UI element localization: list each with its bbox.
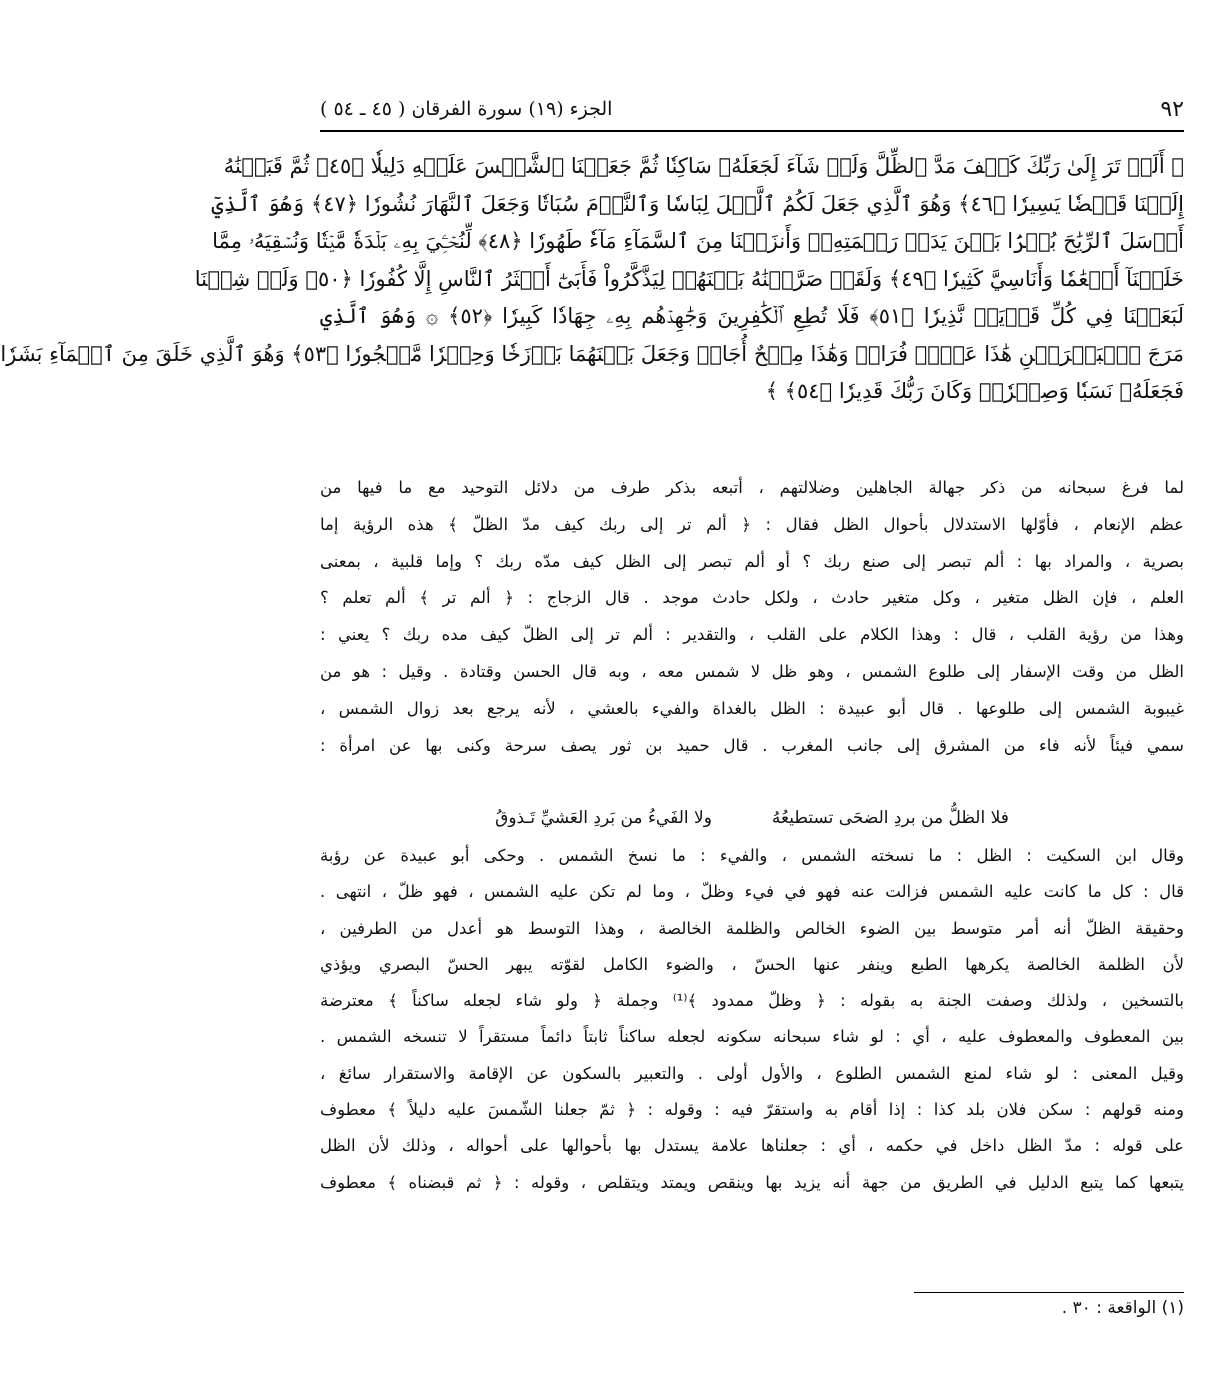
commentary-line: وهذا من رؤية القلب ، قال : وهذا الكلام على القلب ، والتقدير : ألم تر إلى الظلّ كيف مده ربك ؟ يعني : (320, 625, 1184, 645)
page-number: ٩٢ (1160, 96, 1184, 122)
poem-first-hemistich: فلا الظلُّ من بردِ الضحَى تستطيعُهُ (771, 808, 1009, 828)
running-title: الجزء (١٩) سورة الفرقان ( ٤٥ ـ ٥٤ ) (320, 98, 613, 120)
header-rule (320, 130, 1184, 132)
page-header (320, 92, 1184, 126)
commentary-line: يتبعها كما يتبع الدليل في الطريق من جهة أنه يزيد بها وينقص ويمتد ويتقلص ، وقوله : ﴿ ثم قبضناه ﴾ معطوف (320, 1172, 1184, 1192)
quran-line: لَبَعَثۡنَا فِي كُلِّ قَرۡيَةٖ نَّذِيرٗا ﴿٥١﴾ فَلَا تُطِعِ ٱلۡكَٰفِرِينَ وَجَٰهِدۡهُم بِهِۦ جِهَادٗا كَبِيرٗا ﴿٥٢﴾ ۞ وَهُوَ ٱلَّذِي (320, 304, 1184, 328)
quran-line: خَلَقۡنَآ أَنۡعَٰمٗا وَأَنَاسِيَّ كَثِيرٗا ﴿٤٩﴾ وَلَقَدۡ صَرَّفۡنَٰهُ بَيۡنَهُمۡ لِيَذَّكَّرُواْ فَأَبَىٰٓ أَكۡثَرُ ٱلنَّاسِ إِلَّا كُفُورٗا ﴿٥٠﴾ وَلَوۡ شِئۡنَا (194, 266, 1184, 291)
poem-second-hemistich: ولا الفَيءُ من بَردِ العَشيِّ تَـذوقُ (495, 808, 712, 828)
commentary-line: بين المعطوف والمعطوف عليه ، أي : لو شاء سبحانه سكونه لجعله ساكناً ثابتاً دائماً مستقراً لا تنسخه الشمس . (320, 1027, 1184, 1047)
footnote: (١) الواقعة : ٣٠ . (1061, 1298, 1184, 1318)
footnote-rule (914, 1292, 1184, 1293)
quran-line: أَرۡسَلَ ٱلرِّيَٰحَ بُشۡرَۢا بَيۡنَ يَدَيۡ رَحۡمَتِهِۦۚ وَأَنزَلۡنَا مِنَ ٱلسَّمَآءِ مَآءٗ طَهُورٗا ﴿٤٨﴾ لِّنُحۡـِۧيَ بِهِۦ بَلۡدَةٗ مَّيۡتٗا وَنُسۡقِيَهُۥ مِمَّا (212, 229, 1184, 253)
commentary-line: العلم ، فإن الظل متغير ، وكل متغير حادث ، ولكل حادث موجد . قال الزجاج : ﴿ ألم تر ﴾ ألم تعلم ؟ (320, 588, 1184, 608)
commentary-line: ومنه قولهم : سكن فلان بلد كذا : إذا أقام به واستقرّ فيه : وقوله : ﴿ ثمّ جعلنا الشّمسَ عليه دليلاً ﴾ معطوف (320, 1100, 1184, 1120)
commentary-line: وحقيقة الظلّ أنه أمر متوسط بين الضوء الخالص والظلمة الخالصة ، وهذا التوسط هو أعدل من الطرفين ، (320, 918, 1184, 938)
commentary-line: الظل من وقت الإسفار إلى طلوع الشمس ، وهو ظل لا شمس معه ، وبه قال الحسن وقتادة . وقيل : هو من (320, 661, 1184, 681)
quran-verses-block (0, 148, 1184, 411)
commentary-line: عظم الإنعام ، فأوّلها الاستدلال بأحوال الظل فقال : ﴿ ألم تر إلى ربك كيف مدّ الظلّ ﴾ هذه الرؤية إما (320, 514, 1184, 534)
quran-line: فَجَعَلَهُۥ نَسَبٗا وَصِهۡرٗاۗ وَكَانَ رَبُّكَ قَدِيرٗا ﴿٥٤﴾ ﴾ (765, 379, 1184, 403)
quran-line: مَرَجَ ٱلۡبَحۡرَيۡنِ هَٰذَا عَذۡبٞ فُرَاتٞ وَهَٰذَا مِلۡحٌ أُجَاجٞ وَجَعَلَ بَيۡنَهُمَا بَرۡزَخٗا وَحِجۡرٗا مَّحۡجُورٗا ﴿٥٣﴾ وَهُوَ ٱلَّذِي خَلَقَ مِنَ ٱلۡمَآءِ بَشَرٗا (0, 341, 1184, 366)
commentary-line: على قوله : مدّ الظل داخل في حكمه ، أي : جعلناها علامة يستدل بها بأحوالها على أحواله ، وذلك لأن الظل (320, 1136, 1184, 1156)
commentary-line: وقيل المعنى : لو شاء لمنع الشمس الطلوع ، والأول أولى . والتعبير بالسكون عن الإقامة والاستقرار سائغ ، (320, 1063, 1184, 1083)
commentary-line: سمي فيئاً لأنه فاء من المشرق إلى جانب المغرب . قال حميد بن ثور يصف سرحة وكنى بها عن امرأة : (320, 735, 1184, 755)
commentary-line: لأن الظلمة الخالصة يكرهها الطبع وينفر عنها الحسّ ، والضوء الكامل لقوّته يبهر الحسّ البصري ويؤذي (320, 954, 1184, 974)
quran-line: إِلَيۡنَا قَبۡضٗا يَسِيرٗا ﴿٤٦﴾ وَهُوَ ٱلَّذِي جَعَلَ لَكُمُ ٱلَّيۡلَ لِبَاسٗا وَٱلنَّوۡمَ سُبَاتٗا وَجَعَلَ ٱلنَّهَارَ نُشُورٗا ﴿٤٧﴾ وَهُوَ ٱلَّذِيٓ (211, 191, 1184, 216)
commentary-line: غيبوبة الشمس إلى طلوعها . قال أبو عبيدة : الظل بالغداة والفيء بالعشي ، لأنه يرجع بعد زوال الشمس ، (320, 698, 1184, 718)
commentary-line: بالتسخين ، ولذلك وصفت الجنة به بقوله : ﴿ وظلّ ممدود ﴾⁽¹⁾ وجملة ﴿ ولو شاء لجعله ساكناً ﴾ معترضة (320, 991, 1184, 1011)
commentary-block-1 (320, 470, 1184, 764)
quran-line: ﴿ أَلَمۡ تَرَ إِلَىٰ رَبِّكَ كَيۡفَ مَدَّ ٱلظِّلَّ وَلَوۡ شَآءَ لَجَعَلَهُۥ سَاكِنٗا ثُمَّ جَعَلۡنَا ٱلشَّمۡسَ عَلَيۡهِ دَلِيلٗا ﴿٤٥﴾ ثُمَّ قَبَضۡنَٰهُ (223, 154, 1184, 178)
commentary-line: بصرية ، والمراد بها : ألم تبصر إلى صنع ربك ؟ أو ألم تبصر إلى الظل كيف مدّه ربك ؟ وإما قلبية ، بمعنى (320, 551, 1184, 571)
commentary-block-2 (320, 838, 1184, 1201)
commentary-line: قال : كل ما كانت عليه الشمس فزالت عنه فهو في فيء وظلّ ، وما لم تكن عليه الشمس ، فهو ظلّ ، انتهى . (320, 882, 1184, 902)
poetry-verse (320, 800, 1184, 836)
commentary-line: لما فرغ سبحانه من ذكر جهالة الجاهلين وضلالتهم ، أتبعه بذكر طرف من دلائل التوحيد مع ما فيها من (320, 478, 1184, 497)
commentary-line: وقال ابن السكيت : الظل : ما نسخته الشمس ، والفيء : ما نسخ الشمس . وحكى أبو عبيدة عن رؤبة (320, 846, 1184, 865)
